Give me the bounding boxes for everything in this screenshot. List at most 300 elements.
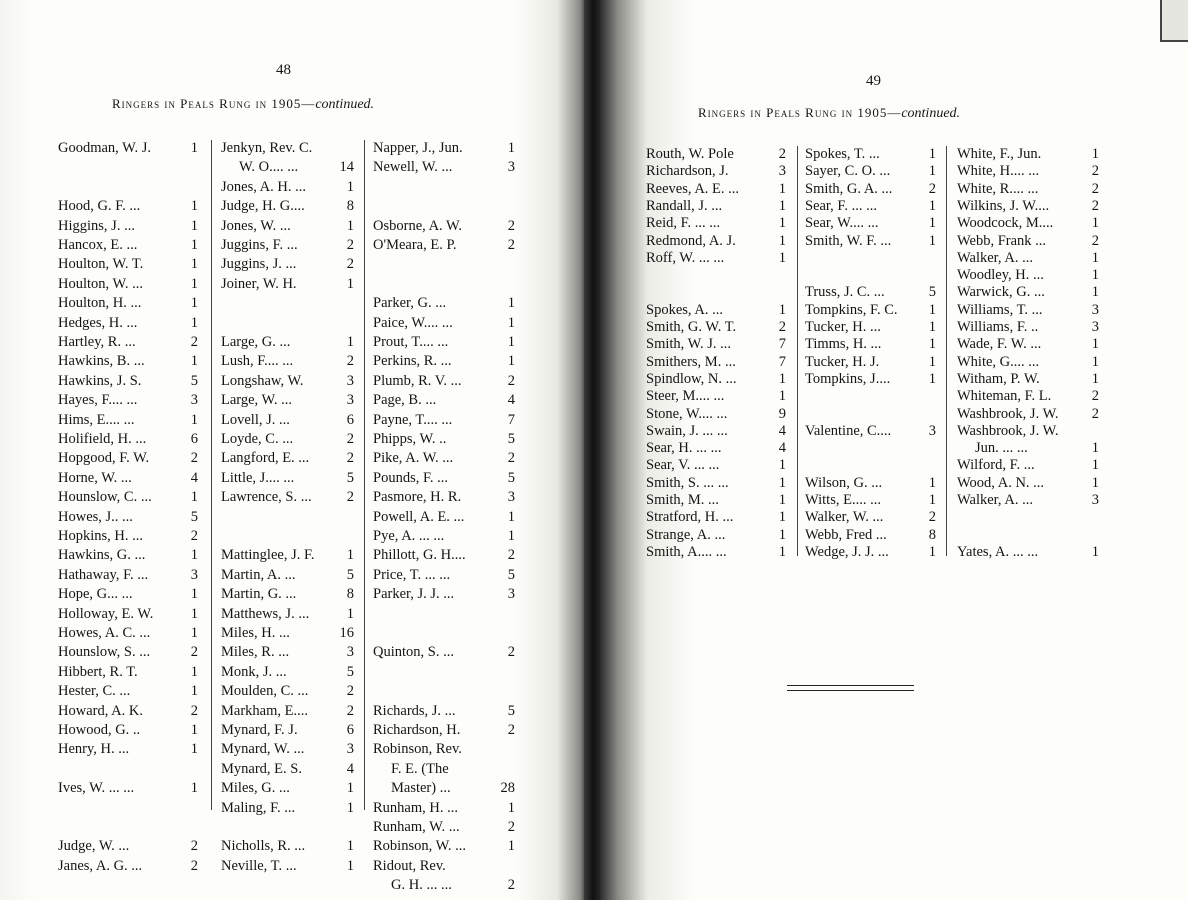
- ringer-name: Hayes, F.... ...: [58, 392, 138, 409]
- page-number-left: 48: [276, 62, 291, 78]
- ringer-entry: [58, 236, 198, 254]
- ringer-name: Williams, F. ..: [957, 319, 1039, 335]
- ringer-entry: [373, 217, 515, 235]
- ringer-name: Wilkins, J. W....: [957, 197, 1050, 214]
- ringer-entry: [646, 422, 786, 440]
- ringer-name: Strange, A. ...: [646, 526, 726, 543]
- ringer-entry: [221, 779, 354, 797]
- ringer-entry: [58, 275, 198, 293]
- ringer-entry: [957, 456, 1099, 474]
- peal-count: 3: [346, 392, 354, 409]
- peal-count: 3: [346, 644, 354, 661]
- ringer-entry: [58, 449, 198, 467]
- peal-count: 1: [778, 197, 786, 214]
- ringer-entry: [957, 370, 1099, 388]
- ringer-name: Higgins, J. ...: [58, 217, 135, 234]
- page-heading-left: Ringers in Peals Rung in 1905—continued.: [112, 96, 375, 112]
- peal-count: 2: [1091, 163, 1099, 180]
- ringer-entry: [221, 721, 354, 739]
- peal-count: 1: [190, 198, 198, 215]
- peal-count: 1: [1091, 146, 1099, 162]
- peal-count: 2: [190, 644, 198, 661]
- ringer-entry: [373, 391, 515, 409]
- peal-count: 1: [190, 605, 198, 622]
- peal-count: 6: [346, 411, 354, 428]
- ringer-name: W. O.... ...: [239, 159, 299, 176]
- ringer-name: Monk, J. ...: [221, 663, 287, 680]
- end-rule-top: [787, 685, 914, 686]
- ringer-entry: [373, 488, 515, 506]
- ringer-entry: [646, 353, 786, 371]
- ringer-entry: [646, 456, 786, 474]
- ringer-entry: [58, 702, 198, 720]
- ringer-name: Loyde, C. ...: [221, 431, 294, 447]
- peal-count: 2: [346, 353, 354, 370]
- peal-count: 1: [778, 215, 786, 232]
- ringer-name: Robinson, W. ...: [373, 838, 467, 855]
- peal-count: 1: [928, 492, 936, 508]
- ringer-entry: [58, 197, 198, 215]
- peal-count: 2: [1091, 405, 1099, 422]
- ringer-name: Paice, W.... ...: [373, 314, 453, 331]
- peal-count: 6: [346, 722, 354, 738]
- ringer-entry: [646, 197, 786, 215]
- ringer-entry: [373, 236, 515, 254]
- ringer-entry: [957, 353, 1099, 371]
- ringer-name: Roff, W. ... ...: [646, 249, 725, 266]
- ringer-entry: [58, 217, 198, 235]
- peal-count: 1: [778, 301, 786, 318]
- ringer-name: Hounslow, S. ...: [58, 644, 151, 661]
- ringer-name: Hathaway, F. ...: [58, 566, 149, 583]
- ringer-entry: [373, 760, 515, 778]
- ringer-name: F. E. (The: [391, 760, 449, 777]
- peal-count: 1: [1091, 543, 1099, 560]
- ringer-name: Sear, F. ... ...: [805, 197, 877, 214]
- ringer-name: Price, T. ... ...: [373, 566, 451, 583]
- ringer-name: Hawkins, J. S.: [58, 372, 142, 389]
- ringer-name: Washbrook, J. W.: [957, 422, 1059, 439]
- ringer-name: Markham, E....: [221, 702, 308, 719]
- ringer-entry: [957, 422, 1099, 440]
- peal-count: 1: [1091, 267, 1099, 284]
- ringer-entry: [373, 566, 515, 584]
- ringer-name: Routh, W. Pole: [646, 146, 734, 162]
- ringer-entry: [957, 491, 1099, 509]
- ringer-name: Phillott, G. H....: [373, 547, 466, 564]
- peal-count: 4: [190, 469, 198, 486]
- peal-count: 1: [346, 838, 354, 855]
- peal-count: 5: [346, 469, 354, 486]
- peal-count: 2: [190, 528, 198, 544]
- ringer-name: Miles, H. ...: [221, 625, 290, 641]
- ringer-entry: [221, 217, 354, 235]
- peal-count: 2: [346, 256, 354, 273]
- ringer-name: Woodcock, M....: [957, 215, 1054, 232]
- peal-count: 2: [507, 644, 515, 661]
- ringer-entry: [957, 283, 1099, 301]
- peal-count: 1: [346, 178, 354, 195]
- peal-count: 2: [507, 217, 515, 234]
- ringer-entry: [805, 353, 936, 371]
- ringer-name: Hibbert, R. T.: [58, 663, 138, 680]
- ringer-name: Maling, F. ...: [221, 799, 296, 816]
- ringer-entry: [373, 740, 515, 758]
- ringer-name: Juggins, F. ...: [221, 237, 298, 253]
- ringer-entry: [805, 370, 936, 388]
- peal-count: 1: [778, 509, 786, 526]
- ringer-entry: [373, 799, 515, 817]
- ringer-name: Hawkins, G. ...: [58, 547, 146, 564]
- ringer-name: Jones, A. H. ...: [221, 178, 306, 195]
- peal-count: 1: [190, 683, 198, 700]
- ringer-name: Smith, G. W. T.: [646, 319, 737, 335]
- peal-count: 1: [778, 474, 786, 491]
- ringer-name: Large, W. ...: [221, 392, 293, 409]
- ringer-name: Runham, H. ...: [373, 799, 458, 816]
- ringer-entry: [373, 857, 515, 875]
- peal-count: 2: [507, 237, 515, 253]
- peal-count: 1: [507, 314, 515, 331]
- ringer-name: Smith, S. ... ...: [646, 474, 729, 491]
- ringer-entry: [646, 335, 786, 353]
- peal-count: 7: [778, 336, 786, 353]
- ringer-name: G. H. ... ...: [391, 877, 452, 894]
- ringer-entry: [221, 449, 354, 467]
- ringer-name: Langford, E. ...: [221, 450, 310, 467]
- ringer-name: Spindlow, N. ...: [646, 370, 737, 387]
- ringer-name: White, H.... ...: [957, 163, 1040, 180]
- ringer-entry: [373, 721, 515, 739]
- ringer-name: Washbrook, J. W.: [957, 405, 1059, 422]
- ringer-entry: [646, 526, 786, 544]
- ringer-entry: [805, 180, 936, 198]
- ringer-name: Master) ...: [391, 780, 451, 797]
- ringer-entry: [221, 236, 354, 254]
- ringer-name: Lawrence, S. ...: [221, 489, 312, 506]
- ringer-name: Wood, A. N. ...: [957, 474, 1045, 491]
- ringer-name: Wade, F. W. ...: [957, 336, 1042, 353]
- ringer-entry: [373, 314, 515, 332]
- peal-count: 1: [1091, 440, 1099, 457]
- ringer-entry: [58, 585, 198, 603]
- ringer-entry: [646, 249, 786, 267]
- peal-count: 5: [507, 566, 515, 583]
- peal-count: 1: [928, 319, 936, 335]
- ringer-entry: [58, 857, 198, 875]
- peal-count: 1: [346, 334, 354, 350]
- ringer-name: Valentine, C....: [805, 422, 892, 439]
- ringer-name: Hims, E.... ...: [58, 411, 135, 428]
- ringer-name: Witts, E.... ...: [805, 492, 881, 508]
- peal-count: 1: [507, 295, 515, 312]
- peal-count: 1: [778, 232, 786, 249]
- ringer-name: Sayer, C. O. ...: [805, 163, 891, 180]
- ringer-entry: [957, 543, 1099, 561]
- ringer-entry: [957, 197, 1099, 215]
- peal-count: 3: [346, 372, 354, 389]
- peal-count: 6: [190, 431, 198, 447]
- peal-count: 1: [190, 256, 198, 273]
- peal-count: 2: [190, 334, 198, 350]
- peal-count: 2: [507, 372, 515, 389]
- ringer-name: Parker, J. J. ...: [373, 586, 455, 603]
- ringer-name: Neville, T. ...: [221, 857, 297, 874]
- ringer-name: Miles, G. ...: [221, 780, 290, 797]
- ringer-name: Hartley, R. ...: [58, 334, 136, 350]
- ringer-name: Pye, A. ... ...: [373, 528, 445, 544]
- ringer-name: Wedge, J. J. ...: [805, 543, 889, 560]
- ringer-entry: [373, 333, 515, 351]
- right-column-2: [805, 145, 936, 595]
- peal-count: 1: [190, 237, 198, 253]
- ringer-name: Hester, C. ...: [58, 683, 131, 700]
- ringer-name: White, F., Jun.: [957, 146, 1042, 162]
- ringer-name: Witham, P. W.: [957, 370, 1040, 387]
- peal-count: 3: [507, 159, 515, 176]
- ringer-name: Howes, J.. ...: [58, 508, 133, 525]
- ringer-entry: [221, 799, 354, 817]
- ringer-entry: [221, 333, 354, 351]
- peal-count: 8: [346, 586, 354, 603]
- ringer-entry: [58, 682, 198, 700]
- ringer-entry: [58, 663, 198, 681]
- ringer-name: Janes, A. G. ...: [58, 857, 143, 874]
- ringer-name: Hounslow, C. ...: [58, 489, 152, 506]
- ringer-name: Smith, W. F. ...: [805, 232, 892, 249]
- ringer-entry: [957, 214, 1099, 232]
- ringer-entry: [373, 508, 515, 526]
- left-column-3: [373, 139, 515, 894]
- ringer-entry: [805, 145, 936, 163]
- ringer-name: Williams, T. ...: [957, 301, 1043, 318]
- ringer-name: Martin, G. ...: [221, 586, 297, 603]
- ringer-name: Smith, G. A. ...: [805, 180, 893, 197]
- ringer-name: Steer, M.... ...: [646, 388, 725, 405]
- ringer-entry: [373, 158, 515, 176]
- peal-count: 1: [346, 780, 354, 797]
- ringer-entry: [221, 411, 354, 429]
- ringer-name: Holifield, H. ...: [58, 431, 147, 447]
- ringer-name: Reid, F. ... ...: [646, 215, 721, 232]
- ringer-entry: [805, 422, 936, 440]
- peal-count: 3: [346, 741, 354, 758]
- ringer-entry: [221, 178, 354, 196]
- ringer-name: Smith, W. J. ...: [646, 336, 732, 353]
- peal-count: 1: [346, 605, 354, 622]
- ringer-entry: [221, 488, 354, 506]
- peal-count: 1: [190, 625, 198, 641]
- peal-count: 1: [190, 140, 198, 156]
- peal-count: 2: [190, 838, 198, 855]
- peal-count: 1: [190, 741, 198, 758]
- peal-count: 1: [346, 799, 354, 816]
- ringer-entry: [373, 643, 515, 661]
- peal-count: 1: [190, 780, 198, 797]
- ringer-entry: [957, 180, 1099, 198]
- ringer-entry: [221, 682, 354, 700]
- ringer-entry: [646, 474, 786, 492]
- ringer-entry: [58, 546, 198, 564]
- ringer-name: Stratford, H. ...: [646, 509, 734, 526]
- ringer-name: Woodley, H. ...: [957, 267, 1044, 284]
- ringer-entry: [58, 430, 198, 448]
- ringer-entry: [957, 232, 1099, 250]
- ringer-entry: [805, 335, 936, 353]
- peal-count: 4: [507, 392, 515, 409]
- ringer-name: Redmond, A. J.: [646, 232, 736, 249]
- ringer-entry: [957, 318, 1099, 336]
- ringer-name: Yates, A. ... ...: [957, 543, 1039, 560]
- ringer-entry: [221, 837, 354, 855]
- ringer-entry: [646, 301, 786, 319]
- ringer-entry: [58, 624, 198, 642]
- ringer-name: Houlton, H. ...: [58, 295, 142, 312]
- right-column-divider-1: [797, 146, 798, 556]
- ringer-entry: [58, 566, 198, 584]
- ringer-name: Hancox, E. ...: [58, 237, 138, 253]
- ringer-name: Judge, W. ...: [58, 838, 130, 855]
- peal-count: 1: [1091, 457, 1099, 474]
- ringer-name: Horne, W. ...: [58, 469, 132, 486]
- ringer-name: Nicholls, R. ...: [221, 838, 306, 855]
- peal-count: 3: [778, 163, 786, 180]
- ringer-entry: [805, 491, 936, 509]
- peal-count: 2: [507, 450, 515, 467]
- ringer-name: Payne, T.... ...: [373, 411, 453, 428]
- ringer-entry: [221, 469, 354, 487]
- ringer-name: Richards, J. ...: [373, 702, 456, 719]
- peal-count: 7: [507, 411, 515, 428]
- ringer-entry: [805, 301, 936, 319]
- peal-count: 1: [346, 217, 354, 234]
- ringer-name: Spokes, T. ...: [805, 146, 880, 162]
- ringer-name: Ridout, Rev.: [373, 857, 446, 874]
- peal-count: 1: [190, 489, 198, 506]
- peal-count: 3: [928, 422, 936, 439]
- ringer-entry: [957, 162, 1099, 180]
- peal-count: 2: [346, 237, 354, 253]
- peal-count: 3: [1091, 301, 1099, 318]
- ringer-entry: [646, 162, 786, 180]
- ringer-entry: [58, 605, 198, 623]
- ringer-entry: [373, 546, 515, 564]
- ringer-name: Phipps, W. ..: [373, 431, 447, 447]
- peal-count: 5: [190, 508, 198, 525]
- ringer-name: Robinson, Rev.: [373, 741, 462, 758]
- peal-count: 9: [778, 405, 786, 422]
- ringer-entry: [221, 139, 354, 157]
- ringer-name: Pasmore, H. R.: [373, 489, 462, 506]
- ringer-entry: [646, 405, 786, 423]
- peal-count: 3: [1091, 319, 1099, 335]
- ringer-entry: [221, 372, 354, 390]
- ringer-entry: [957, 249, 1099, 267]
- ringer-name: Judge, H. G....: [221, 198, 305, 215]
- ringer-entry: [957, 301, 1099, 319]
- ringer-name: Webb, Frank ...: [957, 232, 1047, 249]
- ringer-name: Tucker, H. ...: [805, 319, 881, 335]
- peal-count: 1: [190, 217, 198, 234]
- ringer-name: Lush, F.... ...: [221, 353, 294, 370]
- peal-count: 1: [928, 301, 936, 318]
- ringer-entry: [805, 214, 936, 232]
- peal-count: 5: [346, 663, 354, 680]
- ringer-entry: [805, 318, 936, 336]
- page-number-right: 49: [866, 73, 881, 89]
- right-column-divider-2: [946, 146, 947, 556]
- ringer-name: Longshaw, W.: [221, 372, 304, 389]
- peal-count: 1: [346, 547, 354, 564]
- ringer-entry: [373, 818, 515, 836]
- ringer-name: Jun. ... ...: [975, 440, 1028, 457]
- ringer-name: Reeves, A. E. ...: [646, 180, 740, 197]
- peal-count: 2: [346, 431, 354, 447]
- peal-count: 2: [1091, 180, 1099, 197]
- left-column-divider-1: [211, 140, 212, 810]
- peal-count: 2: [1091, 232, 1099, 249]
- ringer-entry: [221, 566, 354, 584]
- ringer-entry: [646, 439, 786, 457]
- ringer-entry: [221, 605, 354, 623]
- peal-count: 5: [507, 469, 515, 486]
- peal-count: 2: [928, 509, 936, 526]
- peal-count: 5: [190, 372, 198, 389]
- ringer-name: Tucker, H. J.: [805, 353, 880, 370]
- peal-count: 1: [190, 663, 198, 680]
- ringer-entry: [646, 214, 786, 232]
- ringer-name: Pike, A. W. ...: [373, 450, 454, 467]
- ringer-name: Powell, A. E. ...: [373, 508, 465, 525]
- peal-count: 1: [928, 353, 936, 370]
- ringer-name: Plumb, R. V. ...: [373, 372, 462, 389]
- ringer-name: Howard, A. K.: [58, 702, 143, 719]
- ringer-entry: [221, 624, 354, 642]
- peal-count: 1: [190, 314, 198, 331]
- peal-count: 2: [928, 180, 936, 197]
- ringer-entry: [805, 543, 936, 561]
- ringer-name: White, R.... ...: [957, 180, 1039, 197]
- ringer-name: Warwick, G. ...: [957, 284, 1045, 301]
- peal-count: 1: [346, 857, 354, 874]
- ringer-entry: [646, 387, 786, 405]
- peal-count: 7: [778, 353, 786, 370]
- ringer-entry: [58, 314, 198, 332]
- heading-continued-right: continued.: [901, 106, 961, 121]
- peal-count: 4: [346, 760, 354, 777]
- ringer-name: Runham, W. ...: [373, 819, 460, 835]
- ringer-entry: [646, 370, 786, 388]
- ringer-entry: [221, 857, 354, 875]
- ringer-name: Hedges, H. ...: [58, 314, 138, 331]
- ringer-name: Timms, H. ...: [805, 336, 882, 353]
- page-heading-right: Ringers in Peals Rung in 1905—continued.: [698, 105, 961, 121]
- ringer-name: Goodman, W. J.: [58, 140, 152, 156]
- peal-count: 3: [190, 392, 198, 409]
- ringer-name: Holloway, E. W.: [58, 605, 154, 622]
- ringer-entry: [646, 543, 786, 561]
- peal-count: 1: [928, 163, 936, 180]
- ringer-entry: [805, 526, 936, 544]
- peal-count: 1: [778, 492, 786, 508]
- ringer-name: Moulden, C. ...: [221, 683, 309, 700]
- peal-count: 1: [778, 526, 786, 543]
- ringer-name: Stone, W.... ...: [646, 405, 728, 422]
- peal-count: 2: [190, 702, 198, 719]
- peal-count: 1: [928, 146, 936, 162]
- end-rule-bottom: [787, 690, 914, 691]
- ringer-entry: [373, 876, 515, 894]
